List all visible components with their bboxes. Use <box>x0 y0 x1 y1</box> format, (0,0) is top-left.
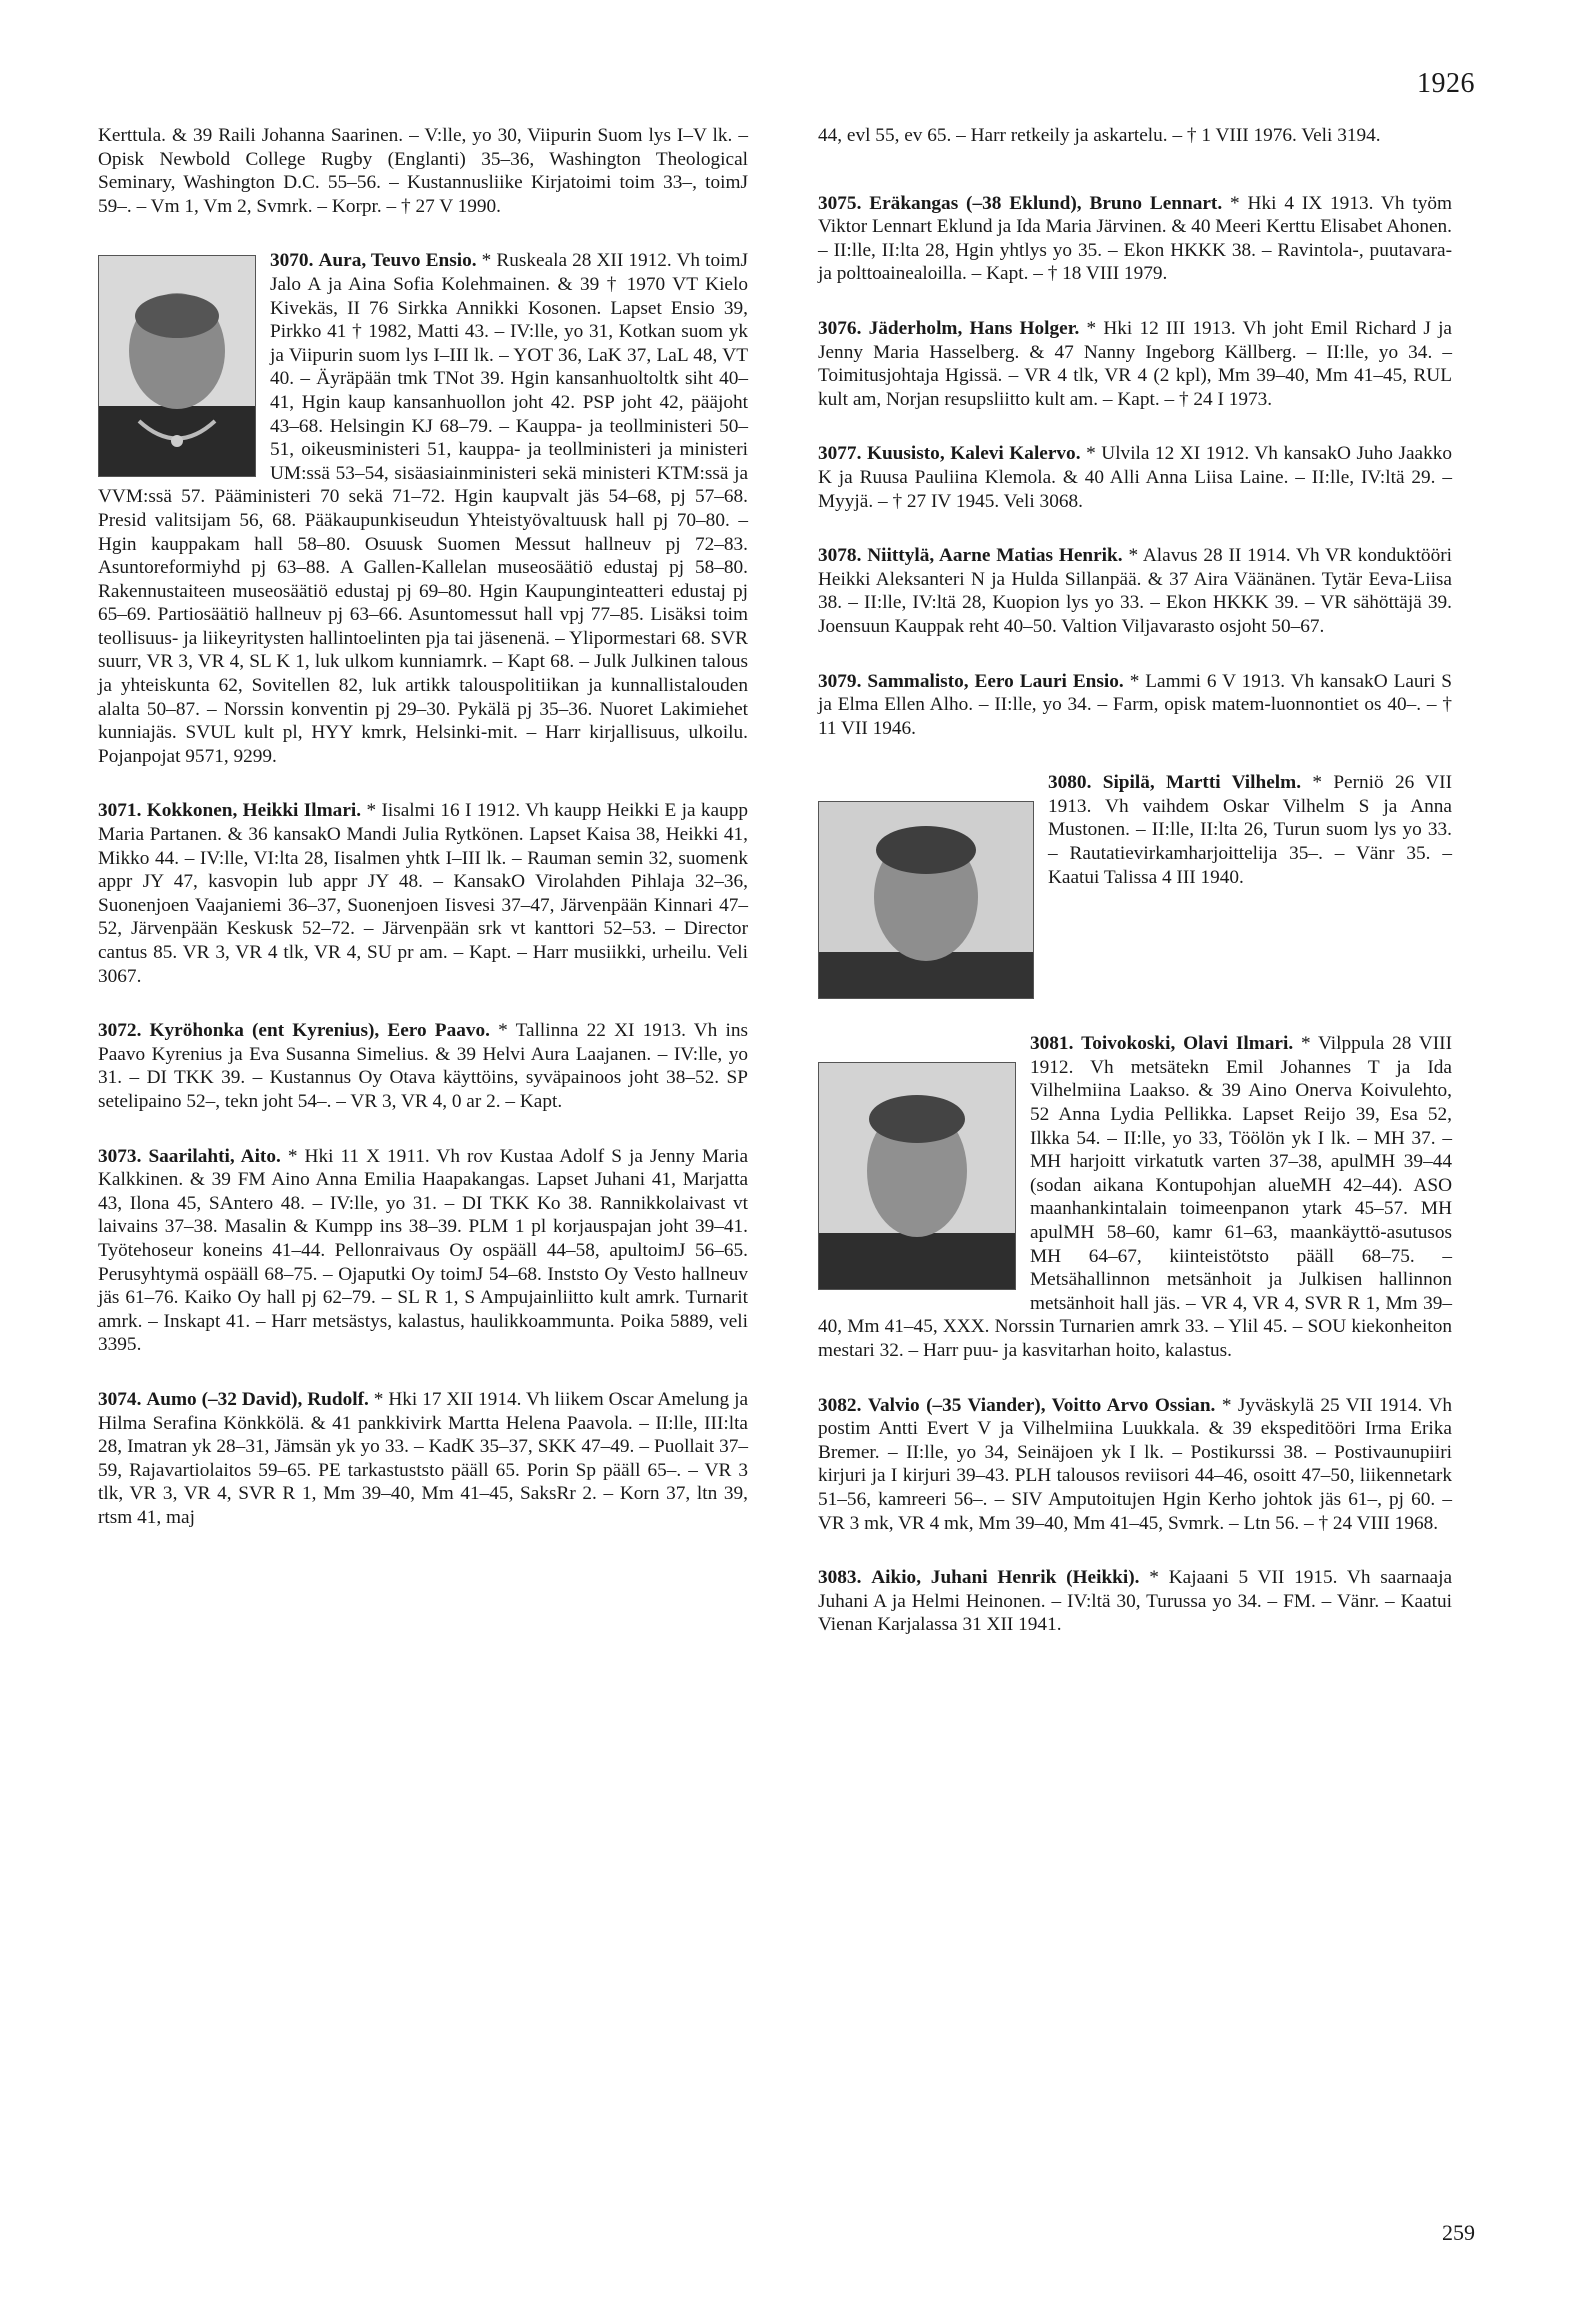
entry-3072 <box>98 1019 748 1113</box>
entry-name: Jäderholm, Hans Holger. <box>868 317 1080 339</box>
entry-name: Sipilä, Martti Vilhelm. <box>1102 772 1302 794</box>
entry-number: 3073. <box>98 1145 142 1167</box>
entry-3073 <box>98 1145 748 1357</box>
entry-number: 3079. <box>818 670 862 692</box>
entry-3082 <box>818 1394 1452 1536</box>
entry-name: Kuusisto, Kalevi Kalervo. <box>866 443 1081 465</box>
entry-name: Niittylä, Aarne Matias Henrik. <box>867 545 1123 567</box>
page-number-top: 1926 <box>1417 68 1475 99</box>
entry-number: 3076. <box>818 317 862 339</box>
entry-name: Saarilahti, Aito. <box>148 1145 281 1167</box>
entry-3081 <box>818 1032 1452 1362</box>
entry-number: 3083. <box>818 1567 862 1589</box>
entry-3077 <box>818 442 1452 513</box>
entry-body: * Hki 4 IX 1913. Vh työm Viktor Lennart Eklund ja Ida Maria Järvinen. & 40 Meeri Kerttu Elisabet Ahonen. – II:lle, II:lta 28, Hgin yhtlys yo 35. – Ekon HKKK 38. – Ravintola-, puutavara- ja polttoainealoilla. – Kapt. – † 18 VIII 1979. <box>818 192 1452 285</box>
entry-name: Kyröhonka (ent Kyrenius), Eero Paavo. <box>149 1020 490 1042</box>
entry-body: * Vilppula 28 VIII 1912. Vh metsätekn Emil Johannes T ja Ida Vilhelmiina Laakso. & 39 Aino Onerva Koivulehto, 52 Anna Lydia Pellikka. Lapset Reijo 39, Esa 52, Ilkka 54. – II:lle, yo 33, Töölön yk I lk. – MH 37. – MH harjoitt virkatutk varten 37–38, apulMH 39–44 (sodan aikana Kontupohjan alueMH 42–44). ASO maanhankintalain toimeenpanon ytark 45–57. MH apulMH 58–60, kamr 61–63, maankäyttö-asutusos MH 64–67, kiinteistötsto pääll 68–75. – Metsähallinnon metsänhoit ja Julkisen hallinnon metsänhoit hall jäs. – VR 4, VR 4, SVR R 1, Mm 39–40, Mm 41–45, XXX. Norssin Turnarien amrk 33. – Ylil 45. – SOU kiekonheiton mestari 32. – Harr puu- ja kasvitarhan hoito, kalastus. <box>818 1033 1452 1361</box>
entry-body: * Hki 12 III 1913. Vh joht Emil Richard J ja Jenny Maria Hasselberg. & 47 Nanny Ingeborg Källberg. – II:lle, yo 34. – Toimitusjohtaja Hgissä. – VR 4 tlk, VR 4 (2 kpl), Mm 39–40, Mm 41–45, RUL kult am, Norjan resupsliitto kult am. – Kapt. – † 24 I 1973. <box>818 317 1452 410</box>
entry-number: 3080. <box>1048 772 1092 794</box>
entry-body: * Ruskeala 28 XII 1912. Vh toimJ Jalo A ja Aina Sofia Kolehmainen. & 39 † 1970 VT Kielo Kivekäs, II 76 Sirkka Annikki Kosonen. Lapset Ensio 39, Pirkko 41 † 1982, Matti 43. – IV:lle, yo 31, Kotkan suom yk ja Viipurin suom lys I–III lk. – YOT 36, LaK 37, LaL 48, VT 40. – Äyräpään tmk TNot 39. Hgin kansanhuoltoltk siht 40–41, Hgin kaup kansanhuollon joht 42. PSP joht 42, pääjoht 43–68. Helsingin KJ 68–79. – Kauppa- ja teollministeri 50–51, oikeusministeri 51, kauppa- ja teollministeri ja ministeri UM:ssä 53–54, sisäasiainministeri sekä ministeri KTM:ssä ja VVM:ssä 57. Pääministeri 70 sekä 71–72. Hgin kaupvalt jäs 54–68, pj 57–68. Presid valitsijam 56, 68. Pääkaupunkiseudun Yhteistyövaltuusk hall pj 70–80. – Hgin kauppakam hall 58–80. Osuusk Suomen Messut hallneuv pj 72–83. Asuntoreformiyhd pj 63–88. A Gallen-Kallelan museosäätiö edustaj pj 58–80. Rakennustaiteen museosäätiö edustaj pj 69–80. Hgin Kaupunginteatteri edustaj pj 65–69. Partiosäätiö hallneuv pj 63–66. Asuntomessut hall vpj 77–85. Lisäksi toim teollisuus- ja liikeyritysten hallintoelinten pja tai jäsenenä. – Ylipormestari 68. SVR suurr, VR 3, VR 4, SL K 1, luk ulkom kunniamrk. – Kapt 68. – Julk Julkinen talous ja yhteiskunta 62, Sovitellen 82, luk artikk talouspolitiikan ja kunnallistalouden alalta 50–87. – Norssin konventin pj 29–30. Pykälä pj 35–36. Nuoret Lakimiehet kunniajäs. SVUL kult pl, HYY kmrk, Helsinki-mit. – Harr kirjallisuus, ulkoilu. Pojanpojat 9571, 9299. <box>98 250 748 767</box>
entry-name: Kokkonen, Heikki Ilmari. <box>146 800 362 822</box>
entry-body: * Lammi 6 V 1913. Vh kansakO Lauri S ja Elma Ellen Alho. – II:lle, yo 34. – Farm, opisk matem-luonnontiet os 40–. – † 11 VII 1946. <box>818 670 1452 739</box>
entry-3070 <box>98 249 748 768</box>
entry-3078 <box>818 544 1452 638</box>
portrait-photo-sipila <box>818 801 1034 999</box>
entry-name: Aumo (–32 David), Rudolf. <box>146 1388 369 1410</box>
entry-number: 3070. <box>270 250 314 272</box>
entry-3076 <box>818 317 1452 411</box>
entry-3080 <box>818 771 1452 1001</box>
entry-number: 3077. <box>818 443 862 465</box>
entry-body: * Jyväskylä 25 VII 1914. Vh postim Antti Evert V ja Vilhelmiina Luukkala. & 39 ekspeditööri Irma Erika Bremer. – II:lle, yo 34, Seinäjoen yk I lk. – Postikurssi 38. – Postivaunupiiri kirjuri ja I kirjuri 39–43. PLH talousos reviisori 44–46, osoitt 47–50, liikennetark 51–56, kamreeri 56–. – SIV Amputoitujen Hgin Kerho johtok jäs 61–, pj 60. – VR 3 mk, VR 4 mk, Mm 39–40, Mm 41–45, Svmrk. – Ltn 56. – † 24 VIII 1968. <box>818 1394 1453 1534</box>
entry-3071 <box>98 799 748 988</box>
portrait-photo-aura <box>98 255 256 477</box>
page-number-bottom: 259 <box>1442 2220 1475 2245</box>
entry-number: 3075. <box>818 192 862 214</box>
entry-body: * Perniö 26 VII 1913. Vh vaihdem Oskar Vilhelm S ja Anna Mustonen. – II:lle, II:lta 26, Turun suom lys yo 33. – Rautatievirkamharjoittelija 35–. – Vänr 35. – Kaatui Talissa 4 III 1940. <box>1048 772 1452 888</box>
entry-number: 3074. <box>98 1388 142 1410</box>
entry-name: Eräkangas (–38 Eklund), Bruno Lennart. <box>869 192 1223 214</box>
right-column <box>818 124 1452 1668</box>
entry-body: * Ulvila 12 XI 1912. Vh kansakO Juho Jaakko K ja Ruusa Pauliina Klemola. & 40 Alli Anna Liisa Laine. – II:lle, IV:ltä 29. – Myyjä. – † 27 IV 1945. Veli 3068. <box>818 443 1452 512</box>
entry-number: 3071. <box>98 800 142 822</box>
entry-3075 <box>818 192 1452 286</box>
entry-3083 <box>818 1566 1452 1637</box>
left-column <box>98 124 748 1560</box>
entry-body: * Iisalmi 16 I 1912. Vh kaupp Heikki E ja kaupp Maria Partanen. & 36 kansakO Mandi Julia Rytkönen. Lapset Kaisa 38, Heikki 41, Mikko 44. – IV:lle, VI:lta 28, Iisalmen yhtk I–III lk. – Rauman semin 32, suomenk appr JY 47, kasvopin lub appr JY 48. – KansakO Virolahden Pihlaja 32–36, Suonenjoen Vaajaniemi 36–37, Suonenjoen Iisvesi 37–47, Järvenpään Kinnari 47–52, Järvenpään Keskusk 52–72. – Järvenpään srk vt kanttori 52–53. – Director cantus 85. VR 3, VR 4 tlk, VR 4, SU pr am. – Kapt. – Harr musiikki, urheilu. Veli 3067. <box>98 800 748 987</box>
portrait-photo-toivokoski <box>818 1062 1016 1290</box>
entry-number: 3082. <box>818 1394 862 1416</box>
entry-body: * Hki 11 X 1911. Vh rov Kustaa Adolf S ja Jenny Maria Kalkkinen. & 39 FM Aino Anna Emilia Haapakangas. Lapset Juhani 41, Marjatta 43, Ilona 45, SAntero 48. – IV:lle, yo 31. – DI TKK Ko 38. Rannikkolaivast vt laivains 37–38. Masalin & Kumpp ins 38–39. PLM 1 pl korjauspajan joht 39–41. Työtehoseur koneins 41–44. Pellonraivaus Oy ospääll 44–58, apultoimJ 56–65. Perusyhtymä ospääll 68–75. – Ojaputki Oy toimJ 54–68. Inststo Oy Vesto hallneuv jäs 61–76. Kaiko Oy hall pj 62–79. – SL R 1, S Ampujainliitto kult amrk. Turnarit amrk. – Inskapt 41. – Harr metsästys, kalastus, haulikkoammunta. Poika 5889, veli 3395. <box>98 1145 748 1356</box>
entry-body: * Alavus 28 II 1914. Vh VR konduktööri Heikki Aleksanteri N ja Hulda Sillanpää. & 37 Aira Väänänen. Tytär Eeva-Liisa 38. – II:lle, IV:ltä 28, Kuopion lys yo 33. – Ekon HKKK 39. – VR sähöttäjä 39. Joensuun Kauppak reht 40–50. Valtion Viljavarasto osjoht 50–67. <box>818 545 1452 637</box>
entry-body: * Kajaani 5 VII 1915. Vh saarnaaja Juhani A ja Helmi Heinonen. – IV:ltä 30, Turussa yo 34. – FM. – Vänr. – Kaatui Vienan Karjalassa 31 XII 1941. <box>818 1567 1453 1636</box>
entry-continuation: 44, evl 55, ev 65. – Harr retkeily ja askartelu. – † 1 VIII 1976. Veli 3194. <box>818 125 1381 146</box>
entry-name: Aura, Teuvo Ensio. <box>318 250 477 272</box>
entry-name: Sammalisto, Eero Lauri Ensio. <box>867 670 1124 692</box>
entry-body: * Tallinna 22 XI 1913. Vh ins Paavo Kyrenius ja Eva Susanna Simelius. & 39 Helvi Aura Laajanen. – IV:lle, yo 31. – DI TKK 39. – Kustannus Oy Otava käyttöins, syväpainoos joht 38–52. SP setelipaino 52–, tekn joht 54–. – VR 3, VR 4, 0 ar 2. – Kapt. <box>98 1020 748 1112</box>
entry-name: Aikio, Juhani Henrik (Heikki). <box>871 1567 1140 1589</box>
entry-continuation: Kerttula. & 39 Raili Johanna Saarinen. – V:lle, yo 30, Viipurin Suom lys I–V lk. – Opisk Newbold College Rugby (Englanti) 35–36, Washington Theological Seminary, Washington D.C. 55–56. – Kustannusliike Kirjatoimi toim 33–, toimJ 59–. – Vm 1, Vm 2, Svmrk. – Korpr. – † 27 V 1990. <box>98 125 748 217</box>
entry-number: 3081. <box>1030 1033 1074 1055</box>
entry-3079 <box>818 670 1452 741</box>
entry-body: * Hki 17 XII 1914. Vh liikem Oscar Amelung ja Hilma Serafina Könkkölä. & 41 pankkivirk Martta Helena Paavola. – II:lle, III:lta 28, Imatran yk 28–31, Jämsän yk yo 33. – KadK 35–37, SKK 47–49. – Puollait 37–59, Rajavartiolaitos 59–65. PE tarkastuststo pääll 65. Porin Sp pääll 65–. – VR 3 tlk, VR 3, VR 4, SVR R 1, Mm 39–40, Mm 41–45, SaksRr 2. – Korn 37, ltn 39, rtsm 41, maj <box>98 1388 749 1528</box>
entry-name: Toivokoski, Olavi Ilmari. <box>1081 1033 1294 1055</box>
entry-3074 <box>98 1388 748 1530</box>
entry-name: Valvio (–35 Viander), Voitto Arvo Ossian. <box>867 1394 1216 1416</box>
entry-number: 3072. <box>98 1020 142 1042</box>
entry-number: 3078. <box>818 545 862 567</box>
